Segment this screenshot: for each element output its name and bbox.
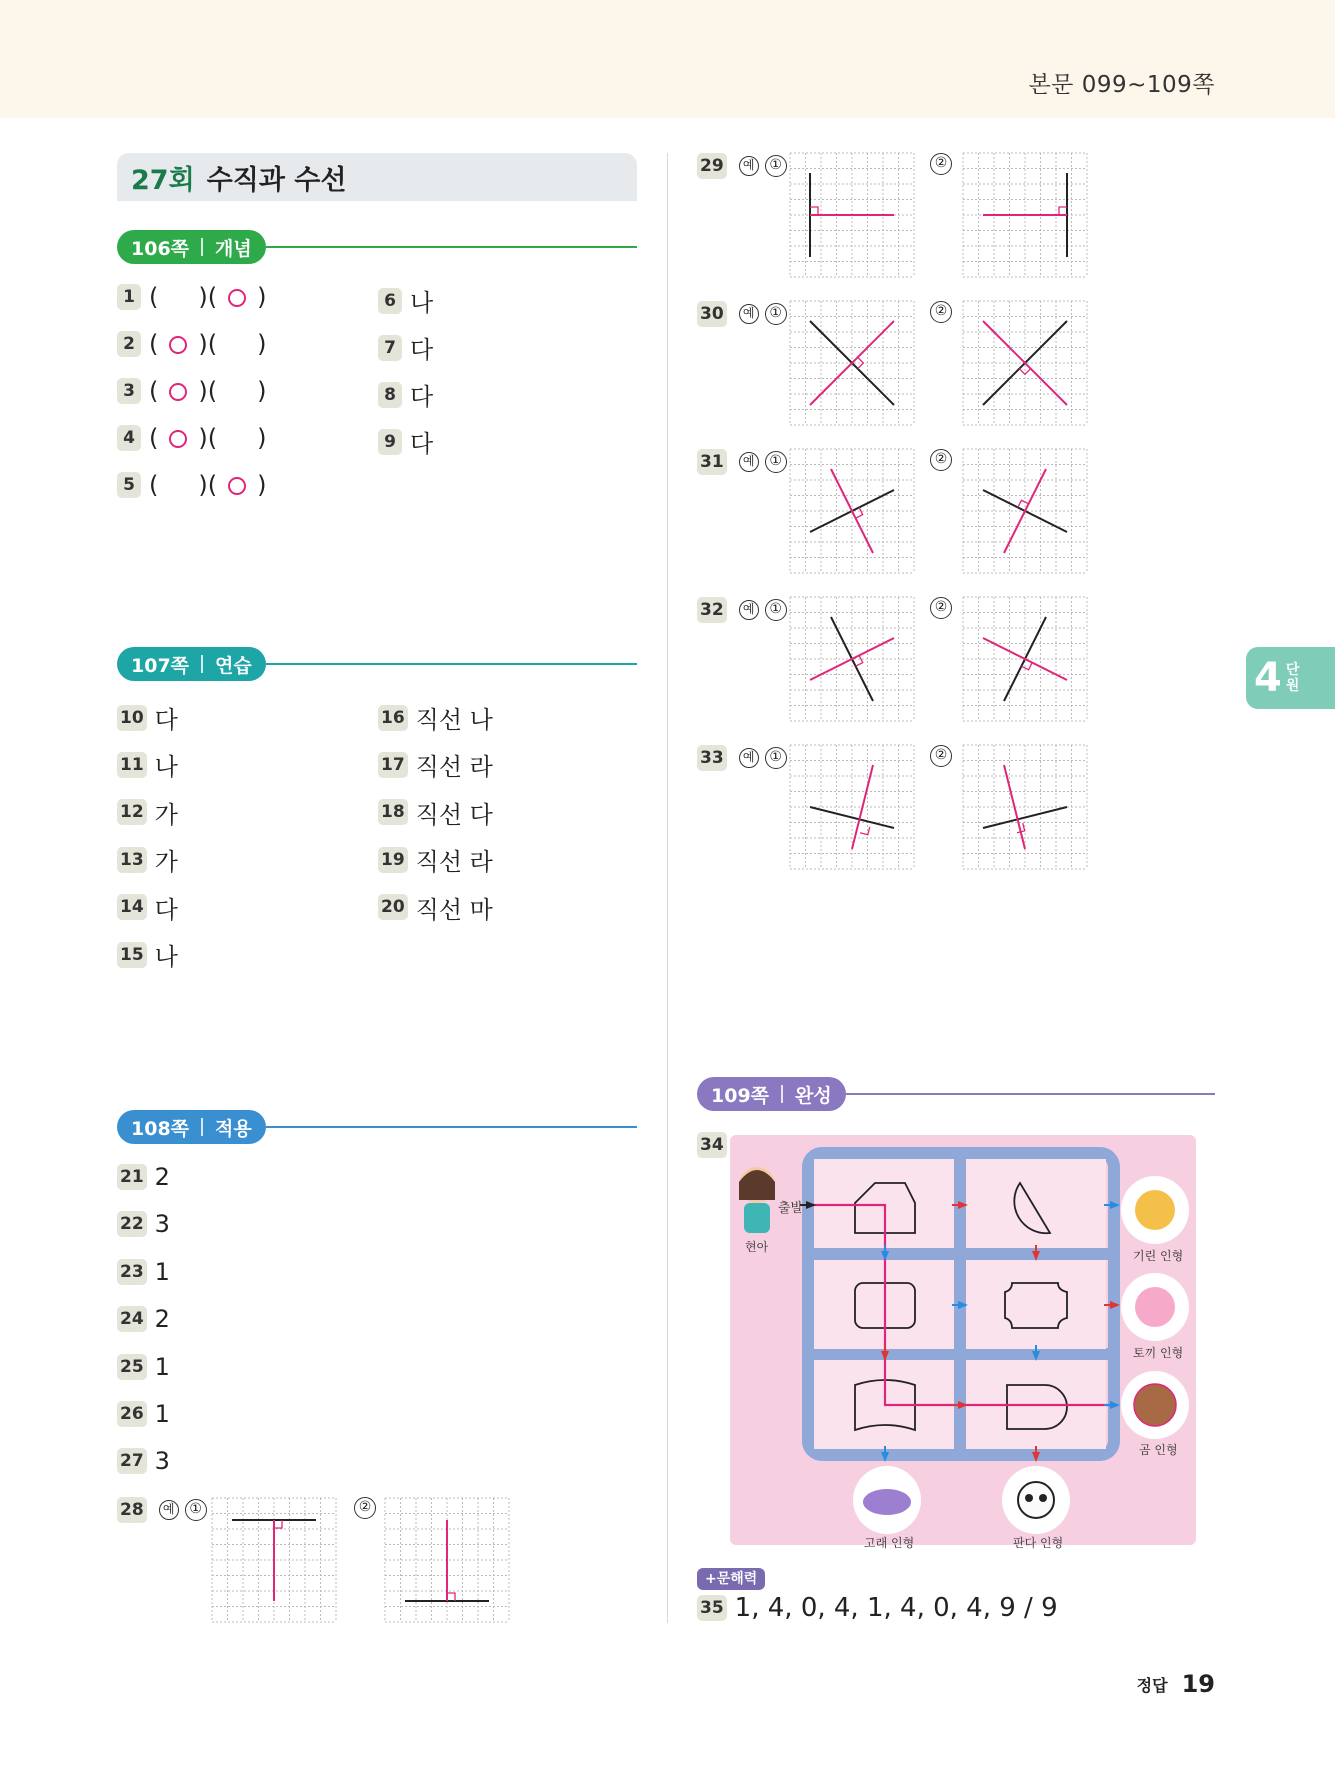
circle-number-1: ① <box>765 599 787 621</box>
answer-text: 직선 라 <box>415 848 493 877</box>
example-mark: 예 <box>739 748 759 768</box>
answer-number: 17 <box>378 752 408 778</box>
paren-close: ) <box>198 377 208 405</box>
answer-text: 나 <box>410 289 434 317</box>
answer-number: 2 <box>117 331 141 357</box>
lesson-number: 27회 <box>131 164 195 196</box>
example-mark: 예 <box>739 452 759 472</box>
paren-close: ) <box>198 283 208 311</box>
answer-text: 직선 나 <box>415 706 493 734</box>
paren-close: ) <box>257 424 267 452</box>
section-108-name: 적용 <box>215 1117 252 1140</box>
answer-35 <box>697 1593 1058 1623</box>
answer-number: 25 <box>117 1354 147 1380</box>
example-mark: 예 <box>739 600 759 620</box>
panda-eye <box>1025 1494 1033 1502</box>
answer-number: 18 <box>378 799 408 825</box>
paren-open: ( <box>207 471 218 499</box>
answer-text: 직선 마 <box>415 895 493 924</box>
paren-close: ) <box>257 283 267 311</box>
answer-text: 가 <box>154 848 178 877</box>
paren-open: ( <box>149 424 159 452</box>
paren-open: ( <box>149 377 159 405</box>
bear-face <box>1134 1384 1176 1426</box>
section-109-name: 완성 <box>795 1084 832 1107</box>
girl-name-label: 현아 <box>745 1240 769 1254</box>
example-mark: 예 <box>739 304 759 324</box>
paren-close: ) <box>257 471 267 499</box>
answer-number: 21 <box>117 1164 147 1190</box>
circle-number-2: ② <box>930 449 952 471</box>
answer-number: 31 <box>697 449 727 475</box>
section-109-page: 109쪽 <box>711 1084 770 1107</box>
answer-number: 29 <box>697 153 727 179</box>
answer-number: 22 <box>117 1211 147 1237</box>
paren-open: ( <box>207 377 218 405</box>
rabbit-face <box>1135 1287 1175 1327</box>
circle-number-2: ② <box>930 301 952 323</box>
whale-label: 고래 인형 <box>864 1536 915 1550</box>
answer-text: 3 <box>154 1447 170 1476</box>
answer-number: 13 <box>117 847 147 873</box>
answer-text: 3 <box>154 1210 170 1239</box>
answer-number: 8 <box>378 382 402 408</box>
answer-number: 14 <box>117 894 147 920</box>
giraffe-face <box>1135 1190 1175 1230</box>
answer-text: 직선 다 <box>415 800 493 829</box>
answer-number: 4 <box>117 425 141 451</box>
answer-number: 3 <box>117 378 141 404</box>
answer-text: 나 <box>154 753 178 782</box>
section-107-name: 연습 <box>215 654 252 677</box>
paren-close: ) <box>257 377 267 405</box>
answer-number: 1 <box>117 284 141 310</box>
circle-number-1: ① <box>765 451 787 473</box>
page-number: 19 <box>1181 1670 1215 1698</box>
circle-number-1: ① <box>765 303 787 325</box>
answer-text: 가 <box>154 800 178 829</box>
circle-number-2: ② <box>930 597 952 619</box>
answer-text: 2 <box>154 1305 170 1334</box>
answer-number: 11 <box>117 752 147 778</box>
circle-number-2: ② <box>354 1497 376 1519</box>
girl-body-icon <box>744 1203 770 1233</box>
unit-tab[interactable] <box>1246 647 1335 709</box>
paren-close: ) <box>198 330 208 358</box>
answer-text: 2 <box>154 1163 170 1191</box>
answer-number: 26 <box>117 1401 147 1427</box>
paren-open: ( <box>207 424 218 452</box>
answer-number: 20 <box>378 894 408 920</box>
answer-text: 1, 4, 0, 4, 1, 4, 0, 4, 9 / 9 <box>734 1593 1058 1623</box>
page-footer <box>1137 1670 1215 1698</box>
paren-open: ( <box>149 330 159 358</box>
panda-eye <box>1039 1494 1047 1502</box>
giraffe-label: 기린 인형 <box>1133 1249 1184 1263</box>
maze-cell-4 <box>966 1260 1106 1349</box>
answer-number: 34 <box>697 1132 727 1158</box>
answer-text: 1 <box>154 1400 170 1428</box>
unit-number: 4 <box>1254 655 1282 701</box>
rabbit-label: 토끼 인형 <box>1133 1346 1184 1360</box>
start-label: 출발 <box>778 1201 804 1216</box>
example-mark: 예 <box>739 156 759 176</box>
footer-label: 정답 <box>1136 1675 1168 1695</box>
answer-number: 32 <box>697 597 727 623</box>
circle-number-1: ① <box>765 747 787 769</box>
circle-number-1: ① <box>765 155 787 177</box>
answer-number: 16 <box>378 705 408 731</box>
answer-number: 23 <box>117 1259 147 1285</box>
paren-open: ( <box>207 330 218 358</box>
example-mark: 예 <box>159 1500 179 1520</box>
answer-number: 19 <box>378 847 408 873</box>
literacy-badge: +문해력 <box>697 1568 765 1590</box>
answer-text: 다 <box>154 706 178 734</box>
maze-cell-2 <box>966 1159 1106 1248</box>
answer-text: 1 <box>154 1352 170 1381</box>
answer-number: 28 <box>117 1497 147 1523</box>
answer-text: 다 <box>410 336 434 364</box>
paren-close: ) <box>198 471 208 499</box>
answer-number: 27 <box>117 1448 147 1474</box>
answer-number: 15 <box>117 942 147 968</box>
answer-number: 33 <box>697 745 727 771</box>
answer-text: 나 <box>154 943 178 971</box>
section-106-name: 개념 <box>215 237 252 260</box>
section-107-page: 107쪽 <box>131 654 190 677</box>
circle-number-2: ② <box>930 153 952 175</box>
panda-face <box>1018 1482 1054 1518</box>
answer-text: 다 <box>410 430 434 458</box>
paren-close: ) <box>198 424 208 452</box>
bear-label: 곰 인형 <box>1139 1443 1178 1457</box>
answer-number: 12 <box>117 799 147 825</box>
answer-number: 5 <box>117 472 141 498</box>
whale-body <box>863 1489 911 1515</box>
paren-open: ( <box>207 283 218 311</box>
circle-number-2: ② <box>930 745 952 767</box>
paren-close: ) <box>257 330 267 358</box>
answer-number: 24 <box>117 1306 147 1332</box>
answer-number: 10 <box>117 705 147 731</box>
paren-open: ( <box>149 283 159 311</box>
page-reference: 본문 099~109쪽 <box>1028 72 1215 98</box>
panda-label: 판다 인형 <box>1013 1536 1064 1550</box>
answer-text: 1 <box>154 1257 170 1286</box>
unit-label-2: 원 <box>1285 678 1300 694</box>
section-108-page: 108쪽 <box>131 1117 190 1140</box>
answer-text: 다 <box>410 383 434 411</box>
answer-number: 9 <box>378 429 402 455</box>
unit-label-1: 단 <box>1285 662 1300 678</box>
section-106-page: 106쪽 <box>131 237 190 260</box>
answer-text: 다 <box>154 895 178 924</box>
lesson-title: 수직과 수선 <box>206 164 347 196</box>
answer-text: 직선 라 <box>415 753 493 782</box>
answer-number: 7 <box>378 335 402 361</box>
answer-number: 6 <box>378 288 402 314</box>
answer-number: 30 <box>697 301 727 327</box>
circle-number-1: ① <box>185 1499 207 1521</box>
paren-open: ( <box>149 471 159 499</box>
answer-number: 35 <box>697 1595 727 1621</box>
